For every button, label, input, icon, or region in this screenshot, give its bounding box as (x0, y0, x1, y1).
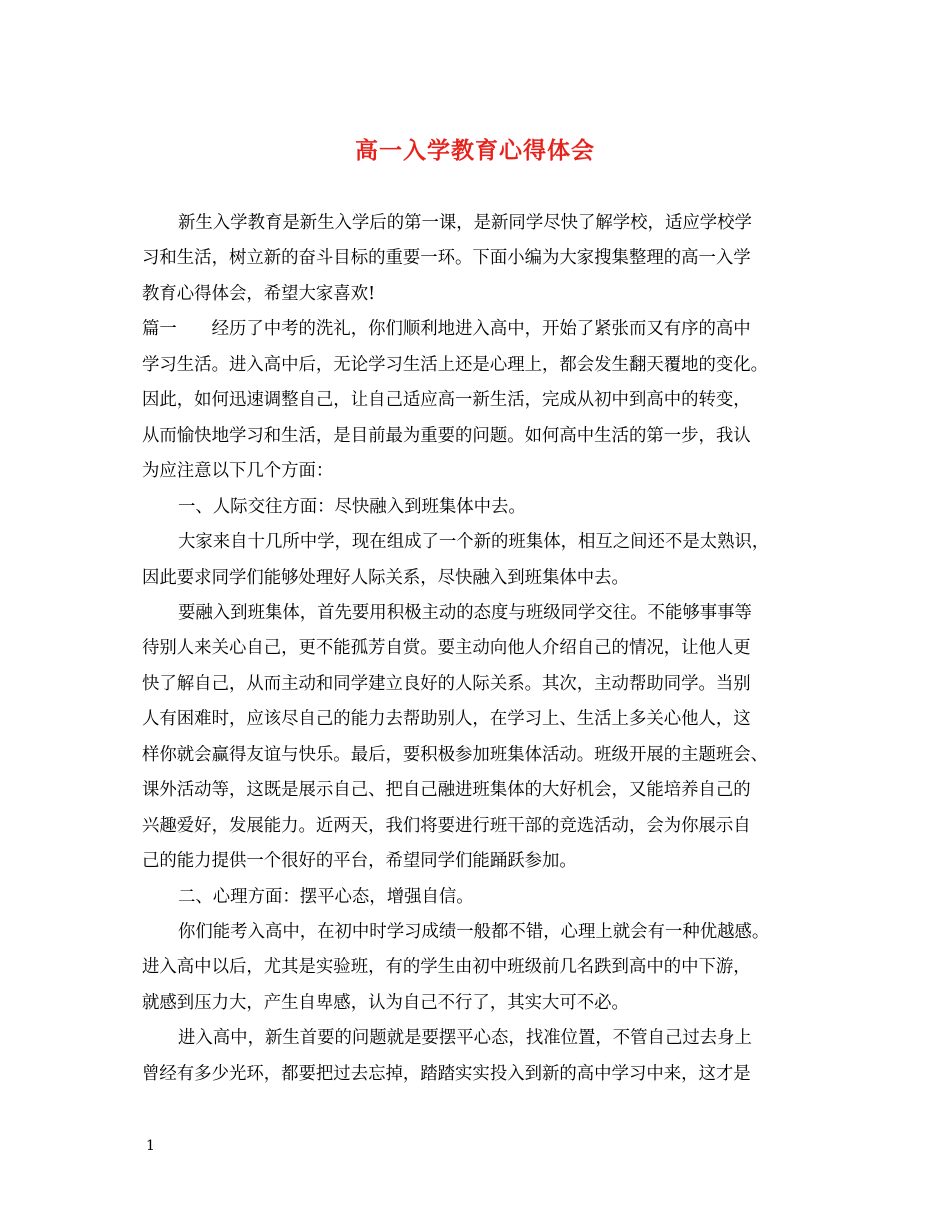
text-line: 大家来自十几所中学，现在组成了一个新的班集体，相互之间还不是太熟识， (178, 532, 770, 553)
text-line: 人有困难时，应该尽自己的能力去帮助别人，在学习上、生活上多关心他人，这 (142, 709, 751, 730)
text-line: 快了解自己，从而主动和同学建立良好的人际关系。其次，主动帮助同学。当别 (142, 673, 751, 694)
text-line: 从而愉快地学习和生活，是目前最为重要的问题。如何高中生活的第一步，我认 (142, 425, 751, 446)
document-title: 高一入学教育心得体会 (355, 137, 595, 164)
page-number: 1 (146, 1138, 155, 1154)
text-line: 样你就会赢得友谊与快乐。最后，要积极参加班集体活动。班级开展的主题班会、 (142, 744, 769, 765)
text-line: 篇一 经历了中考的洗礼，你们顺利地进入高中，开始了紧张而又有序的高中 (142, 319, 751, 340)
text-line: 二、心理方面：摆平心态，增强自信。 (178, 886, 474, 907)
text-line: 兴趣爱好，发展能力。近两天，我们将要进行班干部的竞选活动，会为你展示自 (142, 815, 751, 836)
text-line: 课外活动等，这既是展示自己、把自己融进班集体的大好机会，又能培养自己的 (142, 780, 751, 801)
text-line: 要融入到班集体，首先要用积极主动的态度与班级同学交往。不能够事事等 (178, 602, 752, 623)
text-line: 学习生活。进入高中后，无论学习生活上还是心理上，都会发生翻天覆地的变化。 (142, 354, 769, 375)
text-line: 你们能考入高中，在初中时学习成绩一般都不错，心理上就会有一种优越感。 (178, 922, 770, 942)
text-line: 新生入学教育是新生入学后的第一课，是新同学尽快了解学校，适应学校学 (178, 213, 752, 233)
text-line: 因此要求同学们能够处理好人际关系，尽快融入到班集体中去。 (142, 567, 629, 588)
text-line: 曾经有多少光环，都要把过去忘掉，踏踏实实投入到新的高中学习中来，这才是 (142, 1063, 751, 1084)
text-line: 一、人际交往方面：尽快融入到班集体中去。 (178, 496, 526, 517)
text-line: 进入高中，新生首要的问题就是要摆平心态，找准位置，不管自己过去身上 (178, 1028, 752, 1049)
text-line: 因此，如何迅速调整自己，让自己适应高一新生活，完成从初中到高中的转变， (142, 390, 751, 411)
text-line: 待别人来关心自己，更不能孤芳自赏。要主动向他人介绍自己的情况，让他人更 (142, 638, 751, 659)
text-line: 为应注意以下几个方面： (142, 461, 334, 482)
text-line: 己的能力提供一个很好的平台，希望同学们能踊跃参加。 (142, 851, 577, 872)
text-line: 进入高中以后，尤其是实验班，有的学生由初中班级前几名跌到高中的中下游， (142, 957, 751, 978)
text-line: 就感到压力大，产生自卑感，认为自己不行了，其实大可不必。 (142, 992, 629, 1013)
text-line: 习和生活，树立新的奋斗目标的重要一环。下面小编为大家搜集整理的高一入学 (142, 248, 751, 269)
text-line: 教育心得体会，希望大家喜欢! (142, 283, 376, 304)
